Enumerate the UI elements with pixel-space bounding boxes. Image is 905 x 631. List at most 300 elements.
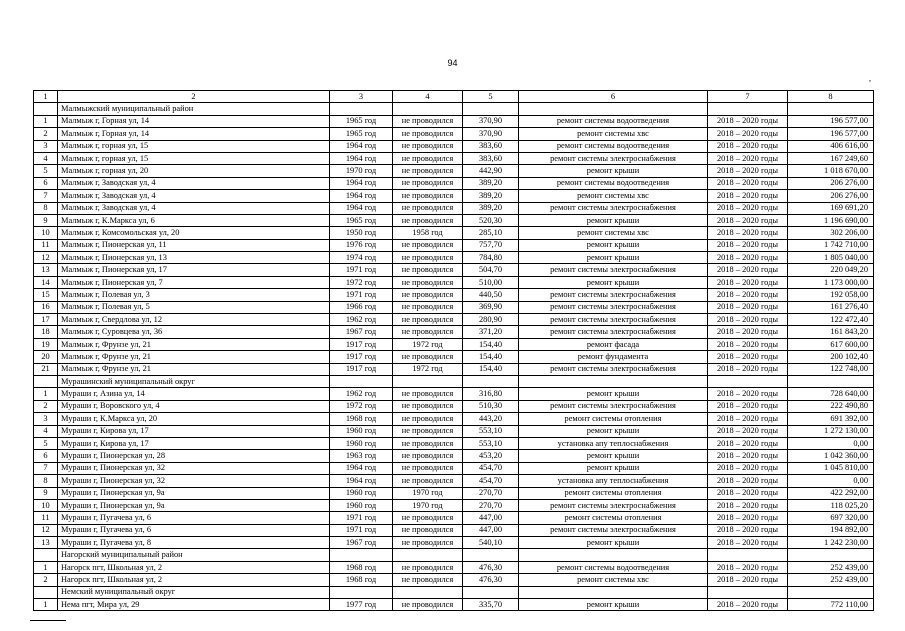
period-cell: 2018 – 2020 годы [708, 140, 788, 152]
area-cell: 389,20 [463, 190, 519, 202]
period-cell: 2018 – 2020 годы [708, 202, 788, 214]
address-cell: Мураши г, Пионерская ул, 32 [58, 475, 330, 487]
period-cell: 2018 – 2020 годы [708, 400, 788, 412]
region-name: Мурашинский муниципальный округ [58, 375, 330, 387]
area-cell: 370,90 [463, 128, 519, 140]
period-cell: 2018 – 2020 годы [708, 413, 788, 425]
address-cell: Малмыж г, Полевая ул, 3 [58, 289, 330, 301]
header-cell: 1 [34, 91, 58, 103]
area-cell: 371,20 [463, 326, 519, 338]
address-cell: Нема пгт, Мира ул, 29 [58, 599, 330, 611]
period-cell: 2018 – 2020 годы [708, 561, 788, 573]
commissioning-year-cell: 1966 год [330, 301, 393, 313]
row-number-cell: 11 [34, 239, 58, 251]
work-type-cell: ремонт системы водоотведения [519, 115, 708, 127]
table-row [34, 400, 874, 412]
address-cell: Малмыж г, горная ул, 20 [58, 165, 330, 177]
cost-cell: 1 045 810,00 [788, 462, 874, 474]
region-row-empty-cell [463, 375, 519, 387]
footnote-separator [30, 620, 66, 621]
cost-cell: 200 102,40 [788, 351, 874, 363]
last-repair-year-cell: 1972 год [393, 363, 463, 375]
region-row-empty-cell [330, 549, 393, 561]
row-number-cell: 12 [34, 252, 58, 264]
header-cell: 2 [58, 91, 330, 103]
address-cell: Нагорск пгт, Школьная ул, 2 [58, 574, 330, 586]
row-number-cell: 9 [34, 487, 58, 499]
commissioning-year-cell: 1917 год [330, 338, 393, 350]
commissioning-year-cell: 1972 год [330, 276, 393, 288]
row-number-cell: 5 [34, 437, 58, 449]
last-repair-year-cell: не проводился [393, 326, 463, 338]
row-number-cell: 4 [34, 425, 58, 437]
table-row [34, 425, 874, 437]
row-number-cell: 3 [34, 413, 58, 425]
area-cell: 540,10 [463, 537, 519, 549]
period-cell: 2018 – 2020 годы [708, 338, 788, 350]
cost-cell: 167 249,60 [788, 152, 874, 164]
cost-cell: 617 600,00 [788, 338, 874, 350]
commissioning-year-cell: 1964 год [330, 475, 393, 487]
commissioning-year-cell: 1968 год [330, 561, 393, 573]
area-cell: 285,10 [463, 227, 519, 239]
address-cell: Малмыж г, горная ул, 15 [58, 140, 330, 152]
region-row-empty-cell [463, 586, 519, 598]
work-type-cell: ремонт системы электроснабжения [519, 264, 708, 276]
last-repair-year-cell: не проводился [393, 190, 463, 202]
last-repair-year-cell: не проводился [393, 214, 463, 226]
cost-cell: 161 843,20 [788, 326, 874, 338]
address-cell: Мураши г, Кирова ул, 17 [58, 437, 330, 449]
commissioning-year-cell: 1968 год [330, 574, 393, 586]
row-number-cell: 8 [34, 475, 58, 487]
period-cell: 2018 – 2020 годы [708, 351, 788, 363]
area-cell: 443,20 [463, 413, 519, 425]
address-cell: Малмыж г, Полевая ул, 5 [58, 301, 330, 313]
table-row [34, 239, 874, 251]
commissioning-year-cell: 1960 год [330, 487, 393, 499]
address-cell: Мураши г, Пионерская ул, 9а [58, 487, 330, 499]
last-repair-year-cell: не проводился [393, 128, 463, 140]
commissioning-year-cell: 1977 год [330, 599, 393, 611]
period-cell: 2018 – 2020 годы [708, 177, 788, 189]
region-row [34, 549, 874, 561]
last-repair-year-cell: не проводился [393, 599, 463, 611]
region-row-spacer [34, 103, 58, 115]
work-type-cell: ремонт крыши [519, 214, 708, 226]
last-repair-year-cell: не проводился [393, 202, 463, 214]
last-repair-year-cell: не проводился [393, 413, 463, 425]
cost-cell: 1 272 130,00 [788, 425, 874, 437]
cost-cell: 118 025,20 [788, 499, 874, 511]
period-cell: 2018 – 2020 годы [708, 264, 788, 276]
work-type-cell: ремонт системы водоотведения [519, 140, 708, 152]
last-repair-year-cell: не проводился [393, 177, 463, 189]
commissioning-year-cell: 1962 год [330, 388, 393, 400]
work-type-cell: ремонт системы электроснабжения [519, 202, 708, 214]
cost-cell: 196 577,00 [788, 115, 874, 127]
address-cell: Малмыж г, Фрунзе ул, 21 [58, 351, 330, 363]
last-repair-year-cell: не проводился [393, 561, 463, 573]
row-number-cell: 6 [34, 177, 58, 189]
last-repair-year-cell: не проводился [393, 437, 463, 449]
period-cell: 2018 – 2020 годы [708, 437, 788, 449]
address-cell: Малмыж г, Заводская ул, 4 [58, 177, 330, 189]
last-repair-year-cell: не проводился [393, 301, 463, 313]
commissioning-year-cell: 1960 год [330, 499, 393, 511]
table-row [34, 177, 874, 189]
table-row [34, 301, 874, 313]
row-number-cell: 20 [34, 351, 58, 363]
work-type-cell: ремонт системы электроснабжения [519, 314, 708, 326]
area-cell: 270,70 [463, 487, 519, 499]
area-cell: 476,30 [463, 561, 519, 573]
table-row [34, 140, 874, 152]
region-row-empty-cell [463, 549, 519, 561]
region-row-empty-cell [393, 586, 463, 598]
table-body [34, 91, 874, 611]
margin-mark: , [869, 74, 871, 83]
row-number-cell: 16 [34, 301, 58, 313]
table-row [34, 338, 874, 350]
work-type-cell: ремонт крыши [519, 450, 708, 462]
row-number-cell: 13 [34, 264, 58, 276]
work-type-cell: ремонт крыши [519, 425, 708, 437]
address-cell: Мураши г, Пионерская ул, 9а [58, 499, 330, 511]
period-cell: 2018 – 2020 годы [708, 487, 788, 499]
table-row [34, 214, 874, 226]
region-row-spacer [34, 586, 58, 598]
area-cell: 389,20 [463, 202, 519, 214]
commissioning-year-cell: 1971 год [330, 524, 393, 536]
region-row-empty-cell [519, 103, 708, 115]
region-row-empty-cell [330, 103, 393, 115]
area-cell: 447,00 [463, 512, 519, 524]
commissioning-year-cell: 1964 год [330, 140, 393, 152]
table-row [34, 574, 874, 586]
last-repair-year-cell: не проводился [393, 252, 463, 264]
region-row-spacer [34, 375, 58, 387]
region-row-empty-cell [519, 586, 708, 598]
region-row-empty-cell [788, 103, 874, 115]
table-row [34, 202, 874, 214]
table-row [34, 190, 874, 202]
work-type-cell: ремонт системы электроснабжения [519, 301, 708, 313]
area-cell: 553,10 [463, 425, 519, 437]
area-cell: 454,70 [463, 475, 519, 487]
last-repair-year-cell: не проводился [393, 512, 463, 524]
period-cell: 2018 – 2020 годы [708, 388, 788, 400]
period-cell: 2018 – 2020 годы [708, 499, 788, 511]
period-cell: 2018 – 2020 годы [708, 475, 788, 487]
last-repair-year-cell: не проводился [393, 276, 463, 288]
table-row [34, 512, 874, 524]
table-row [34, 152, 874, 164]
last-repair-year-cell: не проводился [393, 425, 463, 437]
row-number-cell: 1 [34, 561, 58, 573]
cost-cell: 422 292,00 [788, 487, 874, 499]
period-cell: 2018 – 2020 годы [708, 128, 788, 140]
commissioning-year-cell: 1963 год [330, 450, 393, 462]
region-row [34, 103, 874, 115]
work-type-cell: ремонт системы хвс [519, 190, 708, 202]
table-row [34, 413, 874, 425]
table-row [34, 537, 874, 549]
table-row [34, 289, 874, 301]
cost-cell: 0,00 [788, 475, 874, 487]
area-cell: 154,40 [463, 338, 519, 350]
commissioning-year-cell: 1976 год [330, 239, 393, 251]
header-cell: 5 [463, 91, 519, 103]
last-repair-year-cell: не проводился [393, 462, 463, 474]
region-row-empty-cell [708, 586, 788, 598]
page-number: 94 [447, 58, 458, 68]
region-row-empty-cell [788, 549, 874, 561]
last-repair-year-cell: не проводился [393, 574, 463, 586]
region-row-empty-cell [708, 103, 788, 115]
area-cell: 757,70 [463, 239, 519, 251]
last-repair-year-cell: не проводился [393, 450, 463, 462]
address-cell: Малмыж г, Пионерская ул, 11 [58, 239, 330, 251]
row-number-cell: 21 [34, 363, 58, 375]
table-row [34, 128, 874, 140]
region-row-empty-cell [393, 549, 463, 561]
area-cell: 335,70 [463, 599, 519, 611]
table-row [34, 462, 874, 474]
work-type-cell: ремонт системы электроснабжения [519, 289, 708, 301]
work-type-cell: ремонт системы отопления [519, 512, 708, 524]
table-row [34, 276, 874, 288]
cost-cell: 206 276,00 [788, 190, 874, 202]
cost-cell: 222 490,80 [788, 400, 874, 412]
cost-cell: 1 173 000,00 [788, 276, 874, 288]
cost-cell: 697 320,00 [788, 512, 874, 524]
commissioning-year-cell: 1972 год [330, 400, 393, 412]
work-type-cell: ремонт крыши [519, 165, 708, 177]
commissioning-year-cell: 1960 год [330, 425, 393, 437]
region-row-empty-cell [519, 549, 708, 561]
commissioning-year-cell: 1917 год [330, 363, 393, 375]
header-cell: 8 [788, 91, 874, 103]
period-cell: 2018 – 2020 годы [708, 214, 788, 226]
cost-cell: 220 049,20 [788, 264, 874, 276]
area-cell: 154,40 [463, 351, 519, 363]
row-number-cell: 2 [34, 574, 58, 586]
address-cell: Малмыж г, Суровцева ул, 36 [58, 326, 330, 338]
row-number-cell: 5 [34, 165, 58, 177]
region-row-empty-cell [708, 375, 788, 387]
commissioning-year-cell: 1971 год [330, 512, 393, 524]
row-number-cell: 7 [34, 190, 58, 202]
area-cell: 553,10 [463, 437, 519, 449]
address-cell: Мураши г, Пионерская ул, 32 [58, 462, 330, 474]
last-repair-year-cell: 1970 год [393, 487, 463, 499]
region-row-empty-cell [788, 375, 874, 387]
address-cell: Малмыж г, Горная ул, 14 [58, 128, 330, 140]
table-row [34, 437, 874, 449]
address-cell: Мураши г, Пугачева ул, 8 [58, 537, 330, 549]
area-cell: 504,70 [463, 264, 519, 276]
last-repair-year-cell: не проводился [393, 152, 463, 164]
area-cell: 383,60 [463, 140, 519, 152]
region-name: Малмыжский муниципальный район [58, 103, 330, 115]
period-cell: 2018 – 2020 годы [708, 599, 788, 611]
work-type-cell: ремонт системы хвс [519, 574, 708, 586]
address-cell: Мураши г, Кирова ул, 17 [58, 425, 330, 437]
commissioning-year-cell: 1960 год [330, 437, 393, 449]
row-number-cell: 19 [34, 338, 58, 350]
last-repair-year-cell: 1958 год [393, 227, 463, 239]
row-number-cell: 6 [34, 450, 58, 462]
row-number-cell: 14 [34, 276, 58, 288]
work-type-cell: ремонт системы электроснабжения [519, 152, 708, 164]
area-cell: 440,50 [463, 289, 519, 301]
work-type-cell: ремонт системы электроснабжения [519, 524, 708, 536]
commissioning-year-cell: 1971 год [330, 264, 393, 276]
row-number-cell: 15 [34, 289, 58, 301]
header-cell: 3 [330, 91, 393, 103]
table-row [34, 450, 874, 462]
commissioning-year-cell: 1964 год [330, 177, 393, 189]
last-repair-year-cell: 1972 год [393, 338, 463, 350]
cost-cell: 161 276,40 [788, 301, 874, 313]
area-cell: 454,70 [463, 462, 519, 474]
commissioning-year-cell: 1974 год [330, 252, 393, 264]
area-cell: 370,90 [463, 115, 519, 127]
work-type-cell: ремонт фасада [519, 338, 708, 350]
commissioning-year-cell: 1965 год [330, 115, 393, 127]
row-number-cell: 10 [34, 227, 58, 239]
address-cell: Малмыж г, горная ул, 15 [58, 152, 330, 164]
area-cell: 510,30 [463, 400, 519, 412]
area-cell: 270,70 [463, 499, 519, 511]
period-cell: 2018 – 2020 годы [708, 289, 788, 301]
work-type-cell: ремонт крыши [519, 388, 708, 400]
last-repair-year-cell: не проводился [393, 289, 463, 301]
address-cell: Малмыж г, Фрунзе ул, 21 [58, 338, 330, 350]
cost-cell: 691 392,00 [788, 413, 874, 425]
address-cell: Малмыж г, К.Маркса ул, 6 [58, 214, 330, 226]
commissioning-year-cell: 1965 год [330, 128, 393, 140]
area-cell: 784,80 [463, 252, 519, 264]
period-cell: 2018 – 2020 годы [708, 165, 788, 177]
work-type-cell: ремонт крыши [519, 599, 708, 611]
address-cell: Малмыж г, Пионерская ул, 13 [58, 252, 330, 264]
area-cell: 442,90 [463, 165, 519, 177]
area-cell: 383,60 [463, 152, 519, 164]
address-cell: Мураши г, Азина ул, 14 [58, 388, 330, 400]
header-cell: 6 [519, 91, 708, 103]
address-cell: Малмыж г, Заводская ул, 4 [58, 202, 330, 214]
region-row-empty-cell [330, 375, 393, 387]
region-row-empty-cell [330, 586, 393, 598]
cost-cell: 194 892,00 [788, 524, 874, 536]
work-type-cell: ремонт системы электроснабжения [519, 326, 708, 338]
cost-cell: 1 805 040,00 [788, 252, 874, 264]
address-cell: Малмыж г, Комсомольская ул, 20 [58, 227, 330, 239]
row-number-cell: 18 [34, 326, 58, 338]
table-row [34, 388, 874, 400]
address-cell: Малмыж г, Пионерская ул, 7 [58, 276, 330, 288]
last-repair-year-cell: не проводился [393, 314, 463, 326]
address-cell: Малмыж г, Свердлова ул, 12 [58, 314, 330, 326]
last-repair-year-cell: не проводился [393, 239, 463, 251]
table-row [34, 314, 874, 326]
region-row-empty-cell [393, 103, 463, 115]
cost-cell: 406 616,00 [788, 140, 874, 152]
address-cell: Мураши г, Воровского ул, 4 [58, 400, 330, 412]
period-cell: 2018 – 2020 годы [708, 524, 788, 536]
last-repair-year-cell: не проводился [393, 475, 463, 487]
row-number-cell: 7 [34, 462, 58, 474]
row-number-cell: 3 [34, 140, 58, 152]
work-type-cell: ремонт системы отопления [519, 413, 708, 425]
last-repair-year-cell: 1970 год [393, 499, 463, 511]
table-row [34, 326, 874, 338]
last-repair-year-cell: не проводился [393, 165, 463, 177]
row-number-cell: 9 [34, 214, 58, 226]
row-number-cell: 17 [34, 314, 58, 326]
cost-cell: 252 439,00 [788, 561, 874, 573]
period-cell: 2018 – 2020 годы [708, 425, 788, 437]
period-cell: 2018 – 2020 годы [708, 462, 788, 474]
header-cell: 4 [393, 91, 463, 103]
address-cell: Малмыж г, Пионерская ул, 17 [58, 264, 330, 276]
table-row [34, 561, 874, 573]
work-type-cell: ремонт системы хвс [519, 128, 708, 140]
period-cell: 2018 – 2020 годы [708, 227, 788, 239]
table-row [34, 363, 874, 375]
cost-cell: 0,00 [788, 437, 874, 449]
cost-cell: 1 018 670,00 [788, 165, 874, 177]
row-number-cell: 2 [34, 128, 58, 140]
table-row [34, 165, 874, 177]
commissioning-year-cell: 1971 год [330, 289, 393, 301]
last-repair-year-cell: не проводился [393, 140, 463, 152]
cost-cell: 169 691,20 [788, 202, 874, 214]
work-type-cell: ремонт крыши [519, 537, 708, 549]
period-cell: 2018 – 2020 годы [708, 115, 788, 127]
table-row [34, 252, 874, 264]
area-cell: 520,30 [463, 214, 519, 226]
period-cell: 2018 – 2020 годы [708, 326, 788, 338]
region-name: Нагорский муниципальный район [58, 549, 330, 561]
row-number-cell: 12 [34, 524, 58, 536]
region-row [34, 586, 874, 598]
cost-cell: 1 742 710,00 [788, 239, 874, 251]
work-type-cell: ремонт крыши [519, 462, 708, 474]
last-repair-year-cell: не проводился [393, 400, 463, 412]
work-type-cell: ремонт системы электроснабжения [519, 400, 708, 412]
period-cell: 2018 – 2020 годы [708, 239, 788, 251]
commissioning-year-cell: 1964 год [330, 462, 393, 474]
cost-cell: 206 276,00 [788, 177, 874, 189]
period-cell: 2018 – 2020 годы [708, 450, 788, 462]
work-type-cell: ремонт системы хвс [519, 227, 708, 239]
period-cell: 2018 – 2020 годы [708, 314, 788, 326]
overhaul-program-table [33, 90, 874, 611]
row-number-cell: 11 [34, 512, 58, 524]
last-repair-year-cell: не проводился [393, 351, 463, 363]
table-row [34, 264, 874, 276]
work-type-cell: ремонт системы водоотведения [519, 561, 708, 573]
table-row [34, 599, 874, 611]
work-type-cell: ремонт крыши [519, 252, 708, 264]
cost-cell: 196 577,00 [788, 128, 874, 140]
cost-cell: 1 196 690,00 [788, 214, 874, 226]
table-row [34, 475, 874, 487]
area-cell: 447,00 [463, 524, 519, 536]
